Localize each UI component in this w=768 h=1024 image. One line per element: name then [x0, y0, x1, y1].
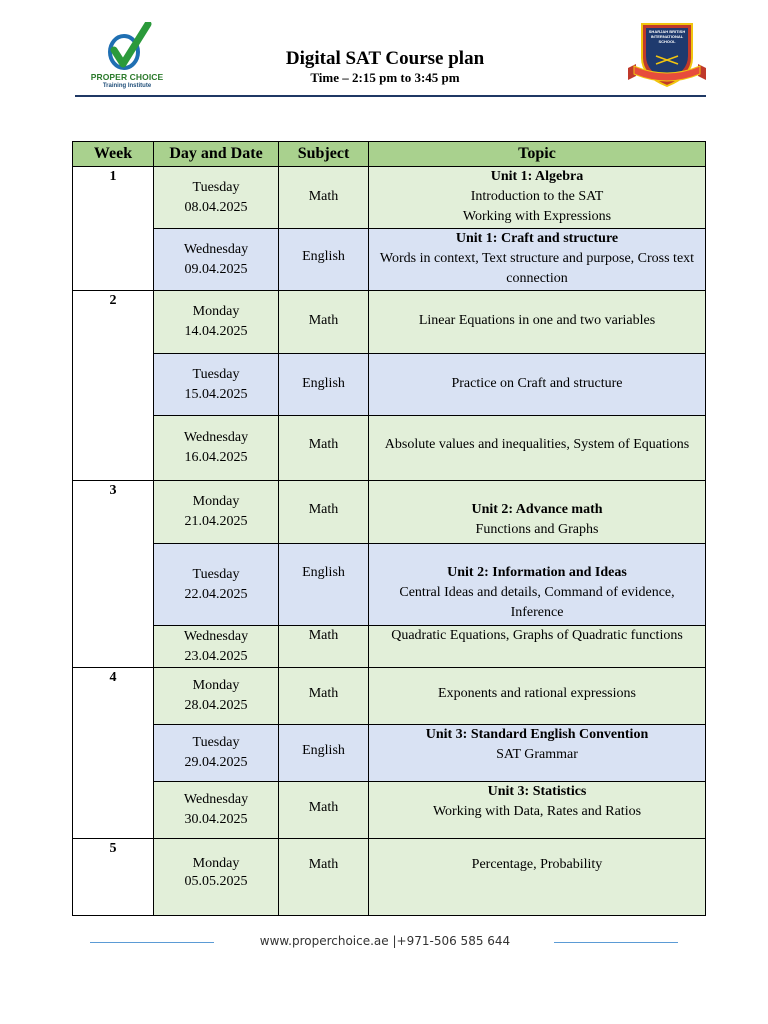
- day-date-cell: [154, 291, 279, 354]
- topic-heading: Unit 1: Algebra: [490, 169, 584, 184]
- table-row: [73, 354, 706, 416]
- topic-line: Central Ideas and details, Command of evidence, Inference: [399, 585, 675, 620]
- topic-line: Absolute values and inequalities, System of Equations: [384, 437, 690, 452]
- topic-cell: [369, 782, 706, 839]
- check-mark-icon: [104, 22, 152, 72]
- subject-cell: Math: [279, 167, 369, 229]
- date: 30.04.2025: [184, 812, 248, 827]
- brand-name: PROPER CHOICE: [90, 72, 164, 82]
- topic-cell: [369, 229, 706, 291]
- table-row: [73, 291, 706, 354]
- topic-heading: Unit 3: Statistics: [487, 784, 587, 799]
- topic-cell: [369, 626, 706, 668]
- footer: [0, 934, 768, 954]
- day: Tuesday: [192, 179, 240, 195]
- header-subject: Subject: [279, 142, 369, 167]
- day: Monday: [192, 856, 240, 871]
- school-crest-logo: [626, 20, 708, 90]
- subject-cell: English: [279, 725, 369, 782]
- course-plan-table: [72, 141, 706, 916]
- week-number: 4: [73, 668, 154, 839]
- subject-cell: Math: [279, 668, 369, 725]
- day-date-cell: [154, 626, 279, 668]
- website-link[interactable]: www.properchoice.ae: [259, 934, 389, 948]
- day-date-cell: [154, 354, 279, 416]
- header-day-date: Day and Date: [154, 142, 279, 167]
- day-date-cell: [154, 229, 279, 291]
- topic-cell: [369, 668, 706, 725]
- subject-cell: English: [279, 229, 369, 291]
- topic-heading: Unit 2: Advance math: [471, 502, 603, 517]
- subject-cell: Math: [279, 416, 369, 481]
- topic-cell: [369, 481, 706, 544]
- day: Monday: [192, 494, 240, 509]
- day: Wednesday: [183, 628, 249, 644]
- subject-cell: Math: [279, 626, 369, 668]
- topic-line: Working with Data, Rates and Ratios: [432, 804, 642, 819]
- day: Monday: [192, 304, 240, 319]
- day-date-cell: [154, 544, 279, 626]
- week-number: 3: [73, 481, 154, 668]
- topic-cell: [369, 544, 706, 626]
- topic-line: Exponents and rational expressions: [438, 686, 636, 701]
- day: Wednesday: [183, 792, 249, 807]
- day-date-cell: [154, 668, 279, 725]
- topic-line: Quadratic Equations, Graphs of Quadratic functions: [391, 628, 683, 643]
- footer-rule-left: [90, 942, 214, 943]
- topic-cell: [369, 354, 706, 416]
- topic-line: Working with Expressions: [462, 209, 612, 224]
- week-number: 1: [73, 167, 154, 291]
- date: 23.04.2025: [184, 648, 248, 664]
- footer-separator: |: [392, 934, 397, 948]
- header-week: Week: [73, 142, 154, 167]
- day: Wednesday: [183, 430, 249, 445]
- school-name: SHARJAH BRITISH INTERNATIONAL SCHOOL: [648, 29, 686, 44]
- topic-heading: Unit 2: Information and Ideas: [447, 565, 627, 580]
- date: 28.04.2025: [184, 698, 248, 713]
- subject-cell: Math: [279, 839, 369, 916]
- subject-cell: English: [279, 544, 369, 626]
- phone-number: +971-506 585 644: [396, 934, 511, 948]
- date: 16.04.2025: [184, 450, 248, 465]
- table-row: [73, 544, 706, 626]
- table-row: [73, 782, 706, 839]
- day-date-cell: [154, 416, 279, 481]
- date: 14.04.2025: [184, 324, 248, 339]
- page-title: Digital SAT Course plan: [285, 48, 485, 69]
- day: Monday: [192, 678, 240, 693]
- date: 08.04.2025: [184, 199, 248, 215]
- topic-line: Introduction to the SAT: [470, 189, 604, 204]
- footer-contact: [240, 934, 530, 948]
- topic-line: Percentage, Probability: [471, 857, 603, 872]
- topic-cell: [369, 167, 706, 229]
- header-divider: [75, 95, 706, 97]
- table-row: [73, 839, 706, 916]
- table-row: [73, 668, 706, 725]
- day-date-cell: [154, 839, 279, 916]
- date: 09.04.2025: [184, 261, 248, 277]
- table-row: [73, 626, 706, 668]
- footer-rule-right: [554, 942, 678, 943]
- table-row: [73, 229, 706, 291]
- topic-heading: Unit 1: Craft and structure: [455, 231, 619, 246]
- proper-choice-logo: [84, 22, 174, 92]
- date: 15.04.2025: [184, 386, 248, 402]
- topic-line: SAT Grammar: [496, 747, 578, 762]
- subject-cell: Math: [279, 291, 369, 354]
- header-title-block: [230, 48, 540, 85]
- week-number: 5: [73, 839, 154, 916]
- subject-cell: Math: [279, 481, 369, 544]
- topic-cell: [369, 291, 706, 354]
- day-date-cell: [154, 782, 279, 839]
- topic-cell: [369, 416, 706, 481]
- topic-cell: [369, 839, 706, 916]
- day: Tuesday: [192, 735, 240, 750]
- subject-cell: English: [279, 354, 369, 416]
- date: 29.04.2025: [184, 755, 248, 770]
- brand-subtitle: Training Institute: [102, 83, 152, 89]
- table-header-row: [73, 142, 706, 167]
- topic-heading: Unit 3: Standard English Convention: [425, 727, 649, 742]
- table-row: [73, 167, 706, 229]
- date: 21.04.2025: [184, 514, 248, 529]
- day-date-cell: [154, 481, 279, 544]
- topic-line: Functions and Graphs: [475, 522, 599, 537]
- header-topic: Topic: [369, 142, 706, 167]
- day-date-cell: [154, 167, 279, 229]
- day: Wednesday: [183, 241, 249, 257]
- table-row: [73, 725, 706, 782]
- week-number: 2: [73, 291, 154, 481]
- session-time: Time – 2:15 pm to 3:45 pm: [310, 70, 460, 85]
- date: 05.05.2025: [184, 874, 248, 889]
- topic-line: Practice on Craft and structure: [451, 376, 623, 391]
- topic-line: Linear Equations in one and two variables: [418, 313, 656, 328]
- date: 22.04.2025: [184, 586, 248, 602]
- table-row: [73, 481, 706, 544]
- topic-cell: [369, 725, 706, 782]
- day: Tuesday: [192, 566, 240, 582]
- day-date-cell: [154, 725, 279, 782]
- day: Tuesday: [192, 366, 240, 382]
- topic-line: Words in context, Text structure and purpose, Cross text connection: [379, 251, 695, 286]
- subject-cell: Math: [279, 782, 369, 839]
- table-row: [73, 416, 706, 481]
